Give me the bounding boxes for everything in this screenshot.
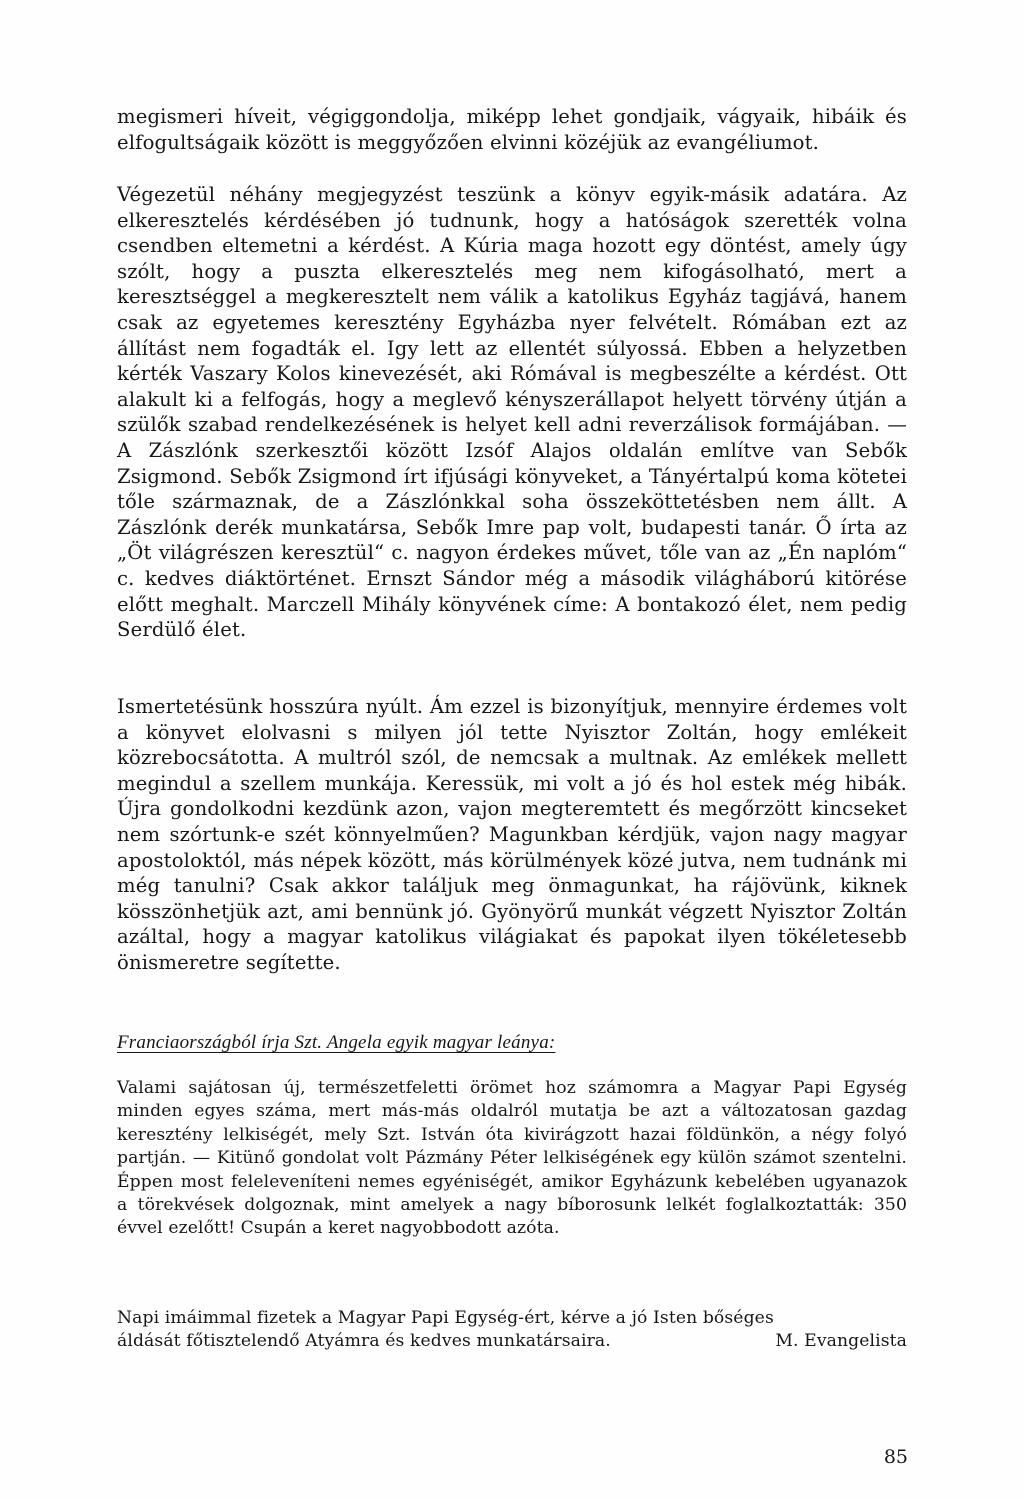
letter-paragraph-2-line-1: Napi imáimmal fizetek a Magyar Papi Egység-ért, kérve a jó Isten bőséges bbox=[117, 1308, 774, 1328]
body-paragraph-3: Ismertetésünk hosszúra nyúlt. Ám ezzel is bizonyítjuk, mennyire érdemes volt a könyvet elolvasni s milyen jól tette Nyisztor Zoltán, hogy emlékeit közrebocsátotta. A multról szól, de nemcsak a multnak. Az emlékek mellett megindul a szellem munkája. Keressük, mi volt a jó és hol estek még hibák. Újra gondolkodni kezdünk azon, vajon megteremtett és megőrzött kincseket nem szórtunk-e szét könnyelműen? Magunkban kérdjük, vajon nagy magyar apostoloktól, más népek között, más körülmények közé jutva, nem tudnánk mi még tanulni? Csak akkor találjuk meg önmagunkat, ha rájövünk, kiknek kösszönhetjük azt, ami bennünk jó. Gyönyörű munkát végzett Nyisztor Zoltán azáltal, hogy a magyar katolikus világiakat és papokat ilyen tökéletesebb önismeretre segítette. bbox=[117, 695, 907, 974]
body-paragraph-1: megismeri híveit, végiggondolja, miképp lehet gondjaik, vágyaik, hibáik és elfogultságaik között is meggyőzően elvinni közéjük az evangéliumot. bbox=[117, 105, 907, 154]
letter-closing-line bbox=[117, 1330, 907, 1353]
signature: M. Evangelista bbox=[775, 1331, 907, 1352]
page-number: 85 bbox=[883, 1446, 908, 1468]
letter-paragraph-2 bbox=[117, 1307, 907, 1354]
letter-paragraph-2-line-2: áldását főtisztelendő Atyámra és kedves munkatársaira. bbox=[117, 1331, 611, 1352]
letter-heading: Franciaországból írja Szt. Angela egyik magyar leánya: bbox=[117, 1032, 556, 1053]
letter-paragraph-1: Valami sajátosan új, természetfeletti örömet hoz számomra a Magyar Papi Egység minden egyes száma, mert más-más oldalról mutatja be azt a változatosan gazdag keresztény lelkiségét, mely Szt. István óta kivirágzott hazai földünkön, a négy folyó partján. — Kitünő gondolat volt Pázmány Péter lelkiségének egy külön számot szentelni. Éppen most feleleveníteni nemes egyéniségét, amikor Egyházunk kebelében ugyanazok a törekvések dolgoznak, mint amelyek a nagy bíborosunk lelkét foglalkoztatták: 350 évvel ezelőtt! Csupán a keret nagyobbodott azóta. bbox=[117, 1078, 907, 1239]
body-paragraph-2: Végezetül néhány megjegyzést teszünk a könyv egyik-másik adatára. Az elkeresztelés kérdésében jó tudnunk, hogy a hatóságok szerették volna csendben eltemetni a kérdést. A Kúria maga hozott egy döntést, amely úgy szólt, hogy a puszta elkeresztelés meg nem kifogásolható, mert a keresztséggel a megkeresztelt nem válik a katolikus Egyház tagjává, hanem csak az egyetemes keresztény Egyházba nyer felvételt. Rómában ezt az állítást nem fogadták el. Igy lett az ellentét súlyossá. Ebben a helyzetben kérték Vaszary Kolos kinevezését, aki Rómával is megbeszélte a kérdést. Ott alakult ki a felfogás, hogy a meglevő kényszerállapot helyett törvény útján a szülők szabad rendelkezésének is helyet kell adni reverzálisok formájában. — A Zászlónk szerkesztői között Izsóf Alajos oldalán említve van Sebők Zsigmond. Sebők Zsigmond írt ifjúsági könyveket, a Tányértalpú koma kötetei tőle származnak, de a Zászlónkkal soha összeköttetésben nem állt. A Zászlónk derék munkatársa, Sebők Imre pap volt, budapesti tanár. Ő írta az „Öt világrészen keresztül“ c. nagyon érdekes művet, tőle van az „Én naplóm“ c. kedves diáktörténet. Ernszt Sándor még a második világháború kitörése előtt meghalt. Marczell Mihály könyvének címe: A bontakozó élet, nem pedig Serdülő élet. bbox=[117, 183, 907, 642]
